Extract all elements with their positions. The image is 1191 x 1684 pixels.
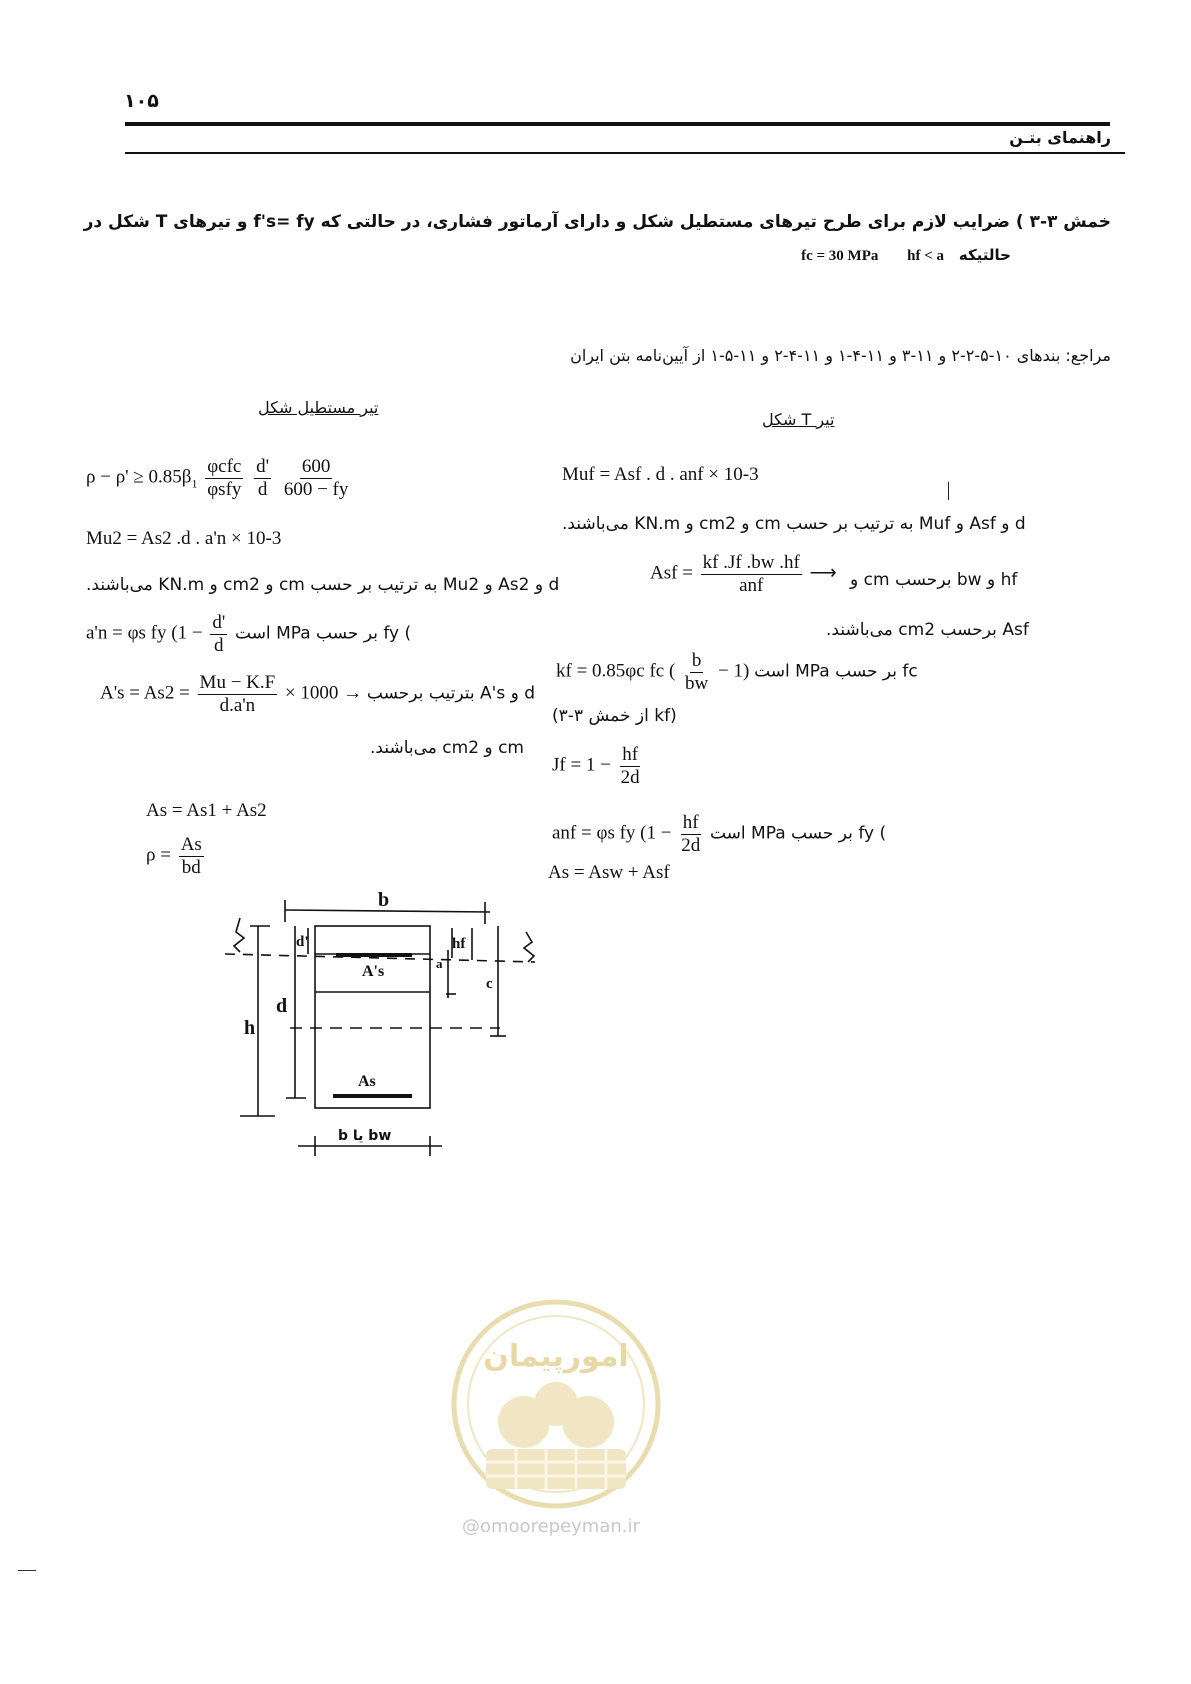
rect-rho-frac2: [254, 456, 271, 501]
references-line: مراجع: بندهای ۱۰-۵-۲-۲ و ۱۱-۳ و ۱۱-۴-۱ و ۱۱-۴-۲ و ۱۱-۵-۱ از آیین‌نامه بتن ایران: [570, 346, 1111, 365]
t-kf-rhs: − 1): [718, 660, 750, 682]
beam-section-diagram: [220, 888, 560, 1168]
rect-rho-def-frac: [179, 834, 204, 879]
t-asf-frac: [701, 552, 802, 597]
t-kf-frac-num: b: [691, 650, 702, 671]
rect-an-lhs: a'n = φs fy (1 −: [86, 622, 203, 644]
diagram-label-as: As: [358, 1073, 376, 1090]
section-title-hf-cond: hf < a: [907, 248, 945, 264]
rect-as-frac-num: Mu − K.F: [199, 672, 276, 693]
t-units-line: d و Asf و Muf به ترتیب بر حسب cm و cm2 و KN.m می‌باشند.: [562, 514, 1026, 534]
diagram-label-a: a: [436, 956, 443, 971]
t-asf-lhs: Asf =: [650, 562, 693, 584]
rect-rho-frac1-den: φsfy: [207, 478, 242, 500]
section-title-fc-cond: fc = 30 MPa: [801, 248, 879, 264]
rect-rho-frac2-num: d': [256, 456, 270, 477]
t-anf-units: ) fy بر حسب MPa است: [709, 823, 887, 844]
rect-an-equation: [86, 612, 411, 657]
rect-rho-frac3-num: 600: [301, 456, 331, 477]
diagram-label-h: h: [244, 1017, 256, 1039]
rect-an-frac-den: d: [214, 634, 224, 656]
t-kf-reference: (kf از خمش ۳-۳): [552, 706, 677, 726]
diagram-label-d: d: [276, 995, 288, 1017]
header-rule-bottom: [125, 152, 1125, 154]
page-number: ۱۰۵: [124, 90, 159, 112]
t-anf-frac: [679, 812, 702, 857]
t-jf-frac: [619, 744, 642, 789]
t-anf-frac-den: 2d: [681, 834, 701, 856]
rect-as-rhs: × 1000 →: [284, 682, 363, 704]
header-rule-top: [125, 122, 1110, 126]
t-kf-frac: [683, 650, 710, 695]
watermark-url: @omoorepeyman.ir: [462, 1516, 640, 1537]
t-anf-equation: [552, 812, 886, 857]
t-asf-arrow: ⟶: [809, 562, 837, 584]
rect-rho-lhs: ρ − ρ' ≥ 0.85β: [86, 466, 192, 488]
diagram-label-bw: b یا bw: [338, 1128, 392, 1144]
stray-dash: [18, 1570, 36, 1571]
t-kf-units: fc بر حسب MPa است: [754, 661, 918, 682]
rect-rho-frac1: [205, 456, 243, 501]
rect-rho-frac3: [282, 456, 351, 501]
t-anf-frac-num: hf: [682, 812, 699, 833]
diagram-label-as-prime: A's: [362, 963, 385, 980]
rect-rho-equation: [86, 456, 353, 501]
t-asf-units: Asf برحسب cm2 می‌باشند.: [826, 620, 1029, 640]
rect-rho-def: [146, 834, 207, 879]
rect-an-rhs: ) fy بر حسب MPa است: [235, 623, 412, 644]
t-jf-equation: [552, 744, 645, 789]
rect-rho-beta-sub: 1: [191, 476, 198, 491]
rect-as-units2: cm و cm2 می‌باشند.: [370, 738, 524, 758]
rect-as-units1: d و A's بترتیب برحسب: [366, 683, 536, 704]
t-asf-frac-num: kf .Jf .bw .hf: [702, 552, 800, 573]
rect-rho-frac1-num: φcfc: [207, 456, 242, 477]
t-beam-heading: تیر T شکل: [762, 410, 835, 429]
rect-as-frac: [198, 672, 278, 717]
section-title-when: حالتیکه: [958, 246, 1011, 264]
t-asf-hf-bw-units: hf و bw برحسب cm و: [850, 570, 1018, 590]
t-kf-lhs: kf = 0.85φc fc (: [556, 660, 676, 682]
rect-beam-heading: تیر مستطیل شکل: [258, 398, 379, 417]
t-anf-lhs: anf = φs fy (1 −: [552, 822, 672, 844]
rect-rho-frac3-den: 600 − fy: [283, 478, 349, 500]
rect-rho-def-den: bd: [181, 856, 201, 878]
t-kf-equation: [556, 650, 918, 695]
rect-as-frac-den: d.a'n: [219, 694, 256, 716]
book-title: راهنمای بتـن: [1009, 128, 1111, 147]
t-jf-frac-num: hf: [622, 744, 639, 765]
rect-an-frac-num: d': [212, 612, 226, 633]
rect-mu2-equation: Mu2 = As2 .d . a'n × 10-3: [86, 528, 282, 549]
watermark-logo: [446, 1294, 666, 1514]
diagram-label-c: c: [486, 976, 493, 992]
diagram-label-d-prime: d': [296, 934, 309, 950]
rect-as-lhs: A's = As2 =: [100, 682, 190, 704]
t-asf-equation: [650, 552, 837, 597]
rect-rho-def-lhs: ρ =: [146, 844, 171, 866]
section-title-line2: [801, 246, 1011, 265]
diagram-label-b: b: [378, 889, 390, 911]
rect-as-sum: As = As1 + As2: [146, 800, 267, 821]
t-kf-frac-den: bw: [685, 672, 709, 694]
t-muf-equation: Muf = Asf . d . anf × 10-3: [562, 464, 759, 485]
rect-an-frac: [210, 612, 227, 657]
t-as-sum: As = Asw + Asf: [548, 862, 670, 883]
rect-rho-frac2-den: d: [257, 478, 268, 500]
t-jf-lhs: Jf = 1 −: [552, 754, 611, 776]
diagram-label-hf: hf: [452, 936, 466, 952]
rect-rho-def-num: As: [180, 834, 202, 855]
t-margin-mark: [948, 482, 949, 500]
rect-as-equation: [100, 672, 535, 717]
t-asf-frac-den: anf: [739, 574, 764, 596]
rect-units-line: d و As2 و Mu2 به ترتیب بر حسب cm و cm2 و KN.m می‌باشند.: [86, 575, 560, 595]
watermark-logo-text: امورپیمان: [483, 1339, 629, 1374]
section-title-line1: خمش ۳-۳ ) ضرایب لازم برای طرح تیرهای مستطیل شکل و دارای آرماتور فشاری، در حالتی که f's= fy و تیرهای T شکل در: [83, 212, 1111, 232]
t-jf-frac-den: 2d: [620, 766, 640, 788]
